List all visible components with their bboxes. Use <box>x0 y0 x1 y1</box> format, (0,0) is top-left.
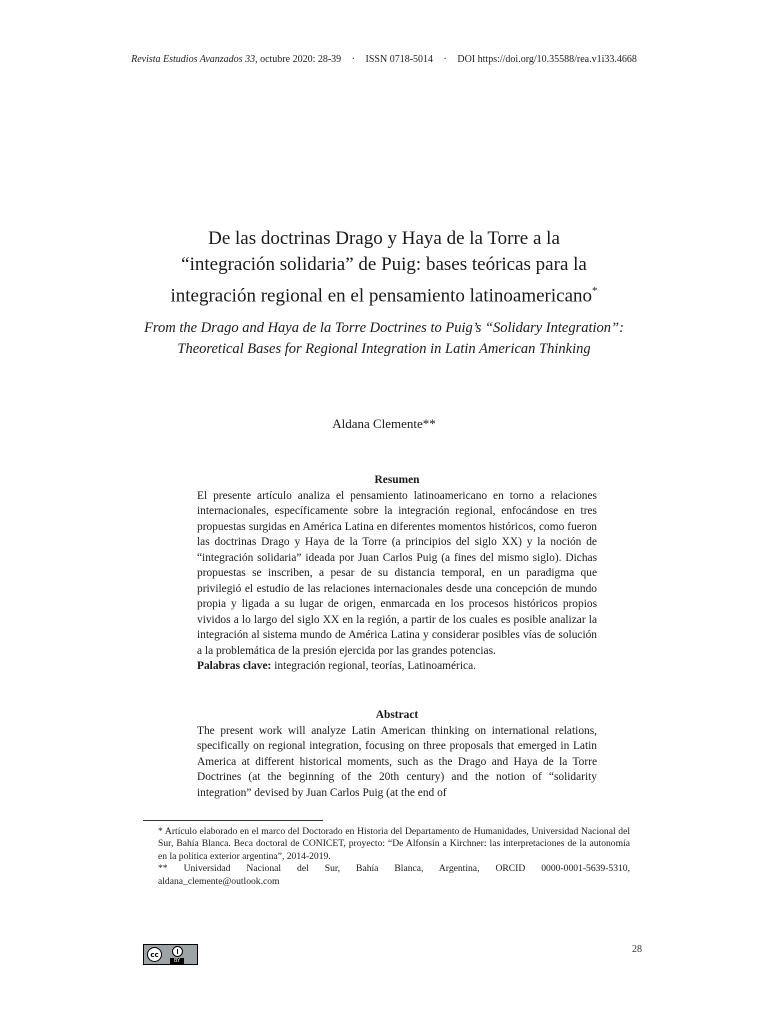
header-separator: · <box>443 54 447 65</box>
by-label: BY <box>170 958 184 964</box>
title-line: De las doctrinas Drago y Haya de la Torre a la <box>208 228 560 249</box>
title-line: “integración solidaria” de Puig: bases teóricas para la <box>181 254 587 275</box>
author-name: Aldana Clemente** <box>332 416 436 431</box>
footnote-divider <box>143 820 323 821</box>
abstract-section <box>197 708 597 800</box>
journal-issue: , octubre 2020: 28-39 <box>255 54 342 65</box>
resumen-section <box>197 473 597 675</box>
title-line: Theoretical Bases for Regional Integration in Latin American Thinking <box>177 341 591 357</box>
by-block <box>170 946 184 964</box>
keywords-label: Palabras clave: <box>197 660 272 672</box>
header-separator: · <box>351 54 356 65</box>
keywords-list: integración regional, teorías, Latinoamérica. <box>271 660 476 672</box>
doi-link[interactable]: DOI https://doi.org/10.35588/rea.v1i33.4668 <box>457 54 637 65</box>
footnote-2: ** Universidad Nacional del Sur, Bahía Blanca, Argentina, ORCID 0000-0001-5639-5310, aldana_clemente@outlook.com <box>158 863 630 887</box>
cc-icon: cc <box>147 947 162 962</box>
title-line: integración regional en el pensamiento latinoamericano* <box>170 285 598 307</box>
footnote-mark[interactable]: * <box>592 285 598 297</box>
resumen-heading: Resumen <box>374 474 420 486</box>
title-line: From the Drago and Haya de la Torre Doctrines to Puig’s “Solidary Integration”: <box>144 320 624 336</box>
resumen-body: El presente artículo analiza el pensamiento latinoamericano en torno a relaciones internacionales, específicamente sobre la integración regional, enfocándose en tres propuestas surgidas en América Latina en diferentes momentos históricos, como fueron las doctrinas Drago y Haya de la Torre (a principios del siglo XX) y la noción de “integración solidaria” ideada por Juan Carlos Puig (a fines del mismo siglo). Dichas propuestas se inscriben, a pesar de su distancia temporal, en un paradigma que privilegió el estudio de las relaciones internacionales desde una concepción de mundo propia y ligada a su lugar de origen, enmarcada en los procesos históricos propios vividos a lo largo del siglo XX en la región, a partir de los cuales es posible analizar la integración al sistema mundo de América Latina y considerar posibles vías de solución a la problemática de la presión ejercida por las grandes potencias. <box>197 489 597 657</box>
person-icon <box>172 946 183 957</box>
journal-name: Revista Estudios Avanzados 33 <box>131 54 256 65</box>
title-english <box>120 318 648 360</box>
cc-by-license-badge[interactable] <box>143 944 198 965</box>
title-spanish <box>120 226 648 309</box>
abstract-body: The present work will analyze Latin American thinking on international relations, specifically on regional integration, focusing on three proposals that emerged in Latin America at different historical moments, such as the Drago and Haya de la Torre Doctrines (at the beginning of the 20th century) and the notion of “solidarity integration” devised by Juan Carlos Puig (at the end of <box>197 724 597 799</box>
issn: ISSN 0718-5014 <box>365 54 434 65</box>
footnote-1: * Artículo elaborado en el marco del Doctorado en Historia del Departamento de Humanidades, Universidad Nacional del Sur, Bahía Blanca. Beca doctoral de CONICET, proyecto: “De Alfonsín a Kirchner: las interpretaciones de la autonomía en la política exterior argentina”, 2014-2019. <box>158 826 630 862</box>
keywords <box>197 659 597 675</box>
abstract-heading: Abstract <box>375 709 419 721</box>
footnotes <box>158 826 630 888</box>
running-header <box>0 54 768 65</box>
page-number: 28 <box>632 944 642 955</box>
